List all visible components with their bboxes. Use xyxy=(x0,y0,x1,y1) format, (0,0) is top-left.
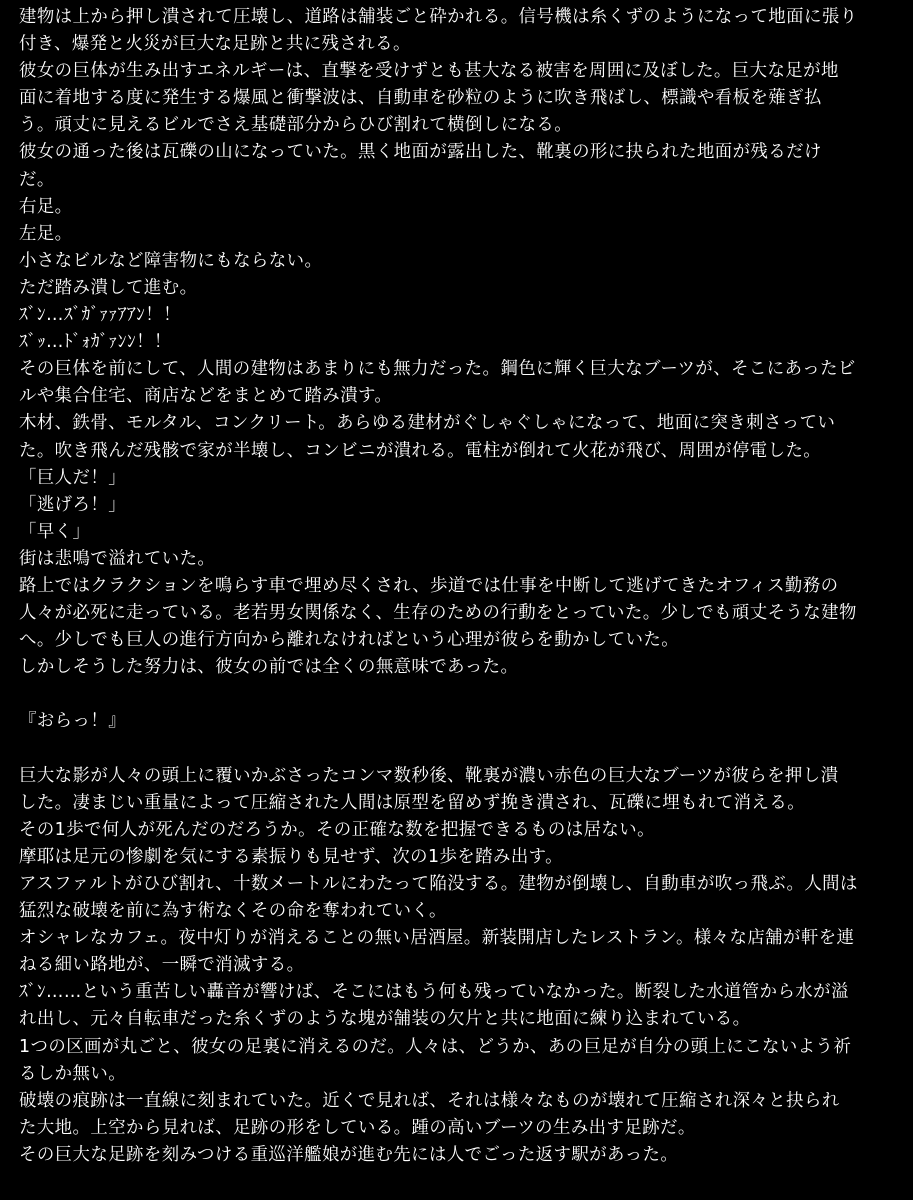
text-line: した。凄まじい重量によって圧縮された人間は原型を留めず挽き潰され、瓦礫に埋もれて消える。 xyxy=(19,792,806,813)
text-line: ｽﾞｯ…ﾄﾞｫｶﾞｧﾝﾝ！！ xyxy=(19,332,172,353)
text-line: その巨体を前にして、人間の建物はあまりにも無力だった。鋼色に輝く巨大なブーツが、そこにあったビ xyxy=(19,359,856,380)
text-line: 1つの区画が丸ごと、彼女の足裏に消えるのだ。人々は、どうか、あの巨足が自分の頭上にこないよう祈 xyxy=(19,1036,852,1057)
text-line: オシャレなカフェ。夜中灯りが消えることの無い居酒屋。新装開店したレストラン。様々な店舗が軒を連 xyxy=(19,928,855,949)
text-line: 面に着地する度に発生する爆風と衝撃波は、自動車を砂粒のように吹き飛ばし、標識や看板を薙ぎ払 xyxy=(19,88,822,109)
text-line: う。頑丈に見えるビルでさえ基礎部分からひび割れて横倒しになる。 xyxy=(19,115,573,136)
text-line: 彼女の巨体が生み出すエネルギーは、直撃を受けずとも甚大なる被害を周囲に及ぼした。巨大な足が地 xyxy=(19,61,839,82)
text-line: だ。 xyxy=(19,169,55,190)
text-line: 左足。 xyxy=(19,223,73,244)
text-line: た大地。上空から見れば、足跡の形をしている。踵の高いブーツの生み出す足跡だ。 xyxy=(19,1117,696,1138)
story-text xyxy=(19,4,899,1169)
text-line: しかしそうした努力は、彼女の前では全くの無意味であった。 xyxy=(19,657,519,678)
text-line: れ出し、元々自転車だった糸くずのような塊が舗装の欠片と共に地面に練り込まれている。 xyxy=(19,1009,751,1030)
text-line: 「早く」 xyxy=(19,521,91,542)
blank-line xyxy=(19,681,899,708)
text-line: アスファルトがひび割れ、十数メートルにわたって陥没する。建物が倒壊し、自動車が吹っ飛ぶ。人間は xyxy=(19,874,858,894)
text-line: 彼女の通った後は瓦礫の山になっていた。黒く地面が露出した、靴裏の形に抉られた地面が残るだけ xyxy=(19,142,822,163)
text-line: 破壊の痕跡は一直線に刻まれていた。近くで見れば、それは様々なものが壊れて圧縮され深々と抉られ xyxy=(19,1090,840,1111)
blank-line xyxy=(19,736,899,763)
text-line: 「巨人だ！」 xyxy=(19,467,127,488)
text-line: その1歩で何人が死んだのだろうか。その正確な数を把握できるものは居ない。 xyxy=(19,819,655,840)
text-line: ルや集合住宅、商店などをまとめて踏み潰す。 xyxy=(19,386,393,407)
text-line: るしか無い。 xyxy=(19,1063,127,1084)
text-line: へ。少しでも巨人の進行方向から離れなければという心理が彼らを動かしていた。 xyxy=(19,630,680,651)
text-line: ｽﾞﾝ……という重苦しい轟音が響けば、そこにはもう何も残っていなかった。断裂した水道管から水が溢 xyxy=(19,982,849,1003)
text-line: 猛烈な破壊を前に為す術なくその命を奪われていく。 xyxy=(19,901,447,922)
text-line: 「逃げろ！」 xyxy=(19,494,127,515)
text-line: 木材、鉄骨、モルタル、コンクリート。あらゆる建材がぐしゃぐしゃになって、地面に突き刺さってい xyxy=(19,413,836,434)
text-line: ただ踏み潰して進む。 xyxy=(19,277,198,298)
text-line: ｽﾞﾝ…ｽﾞｶﾞｧｧｱｱﾝ！！ xyxy=(19,305,181,326)
text-line: た。吹き飛んだ残骸で家が半壊し、コンビニが潰れる。電柱が倒れて火花が飛び、周囲が停電した。 xyxy=(19,440,822,461)
text-line: 『おらっ！』 xyxy=(19,711,127,732)
text-line: 建物は上から押し潰されて圧壊し、道路は舗装ごと砕かれる。信号機は糸くずのようになって地面に張り xyxy=(19,7,858,27)
text-line: 摩耶は足元の惨劇を気にする素振りも見せず、次の1歩を踏み出す。 xyxy=(19,846,563,867)
text-line: 人々が必死に走っている。老若男女関係なく、生存のための行動をとっていた。少しでも頑丈そうな建物 xyxy=(19,603,857,624)
text-line: 路上ではクラクションを鳴らす車で埋め尽くされ、歩道では仕事を中断して逃げてきたオフィス勤務の xyxy=(19,575,839,596)
text-line: 小さなビルなど障害物にもならない。 xyxy=(19,250,323,271)
text-line: 巨大な影が人々の頭上に覆いかぶさったコンマ数秒後、靴裏が濃い赤色の巨大なブーツが彼らを押し潰 xyxy=(19,765,839,786)
text-line: 右足。 xyxy=(19,196,73,217)
text-line: 街は悲鳴で溢れていた。 xyxy=(19,548,216,569)
text-line: その巨大な足跡を刻みつける重巡洋艦娘が進む先には人でごった返す駅があった。 xyxy=(19,1144,679,1165)
text-line: ねる細い路地が、一瞬で消滅する。 xyxy=(19,955,305,976)
text-line: 付き、爆発と火災が巨大な足跡と共に残される。 xyxy=(19,34,411,55)
